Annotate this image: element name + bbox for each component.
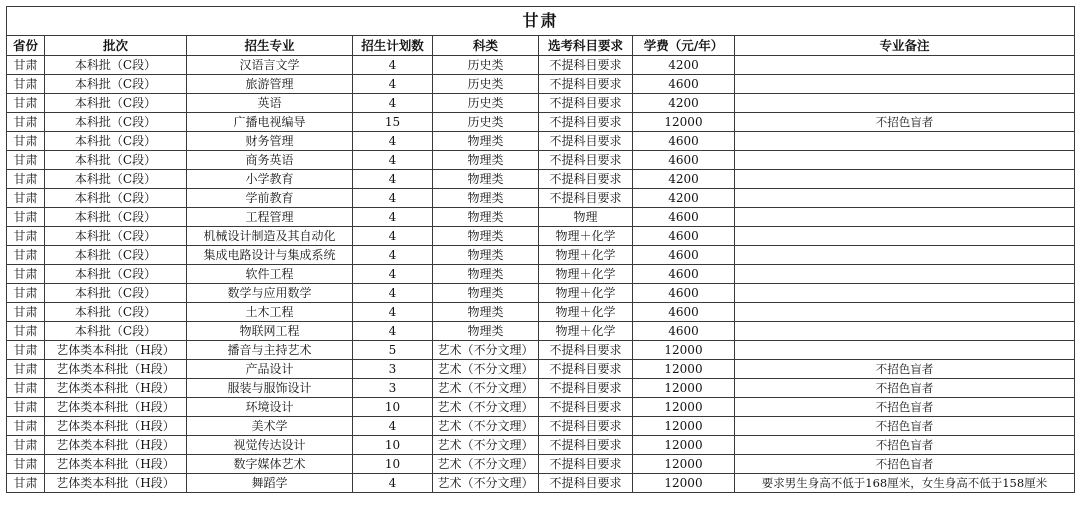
cell-tuition: 12000 <box>633 455 735 474</box>
cell-plan-count: 4 <box>353 227 433 246</box>
cell-batch: 艺体类本科批（H段） <box>45 474 187 493</box>
cell-subject-req: 不提科目要求 <box>539 398 633 417</box>
cell-major: 视觉传达设计 <box>187 436 353 455</box>
cell-category: 物理类 <box>433 265 539 284</box>
cell-subject-req: 不提科目要求 <box>539 132 633 151</box>
cell-notes <box>735 56 1075 75</box>
cell-province: 甘肃 <box>7 398 45 417</box>
cell-plan-count: 4 <box>353 189 433 208</box>
cell-plan-count: 3 <box>353 379 433 398</box>
cell-batch: 本科批（C段） <box>45 208 187 227</box>
cell-category: 物理类 <box>433 303 539 322</box>
admission-table <box>6 6 1075 493</box>
cell-major: 学前教育 <box>187 189 353 208</box>
table-row <box>7 170 1075 189</box>
table-row <box>7 398 1075 417</box>
title-row <box>7 7 1075 36</box>
cell-category: 历史类 <box>433 94 539 113</box>
table-row <box>7 474 1075 493</box>
header-batch: 批次 <box>45 36 187 56</box>
table-row <box>7 151 1075 170</box>
header-subject-req: 选考科目要求 <box>539 36 633 56</box>
cell-province: 甘肃 <box>7 455 45 474</box>
cell-subject-req: 物理＋化学 <box>539 322 633 341</box>
cell-category: 艺术（不分文理） <box>433 417 539 436</box>
cell-tuition: 4200 <box>633 56 735 75</box>
cell-category: 艺术（不分文理） <box>433 341 539 360</box>
header-notes: 专业备注 <box>735 36 1075 56</box>
table-body <box>7 7 1075 493</box>
cell-tuition: 4200 <box>633 170 735 189</box>
table-row <box>7 436 1075 455</box>
cell-tuition: 12000 <box>633 113 735 132</box>
cell-batch: 艺体类本科批（H段） <box>45 398 187 417</box>
cell-subject-req: 不提科目要求 <box>539 189 633 208</box>
cell-plan-count: 4 <box>353 208 433 227</box>
table-row <box>7 303 1075 322</box>
cell-batch: 本科批（C段） <box>45 284 187 303</box>
cell-plan-count: 4 <box>353 75 433 94</box>
cell-plan-count: 3 <box>353 360 433 379</box>
cell-tuition: 12000 <box>633 436 735 455</box>
cell-province: 甘肃 <box>7 170 45 189</box>
cell-tuition: 12000 <box>633 417 735 436</box>
table-row <box>7 227 1075 246</box>
cell-tuition: 12000 <box>633 398 735 417</box>
cell-plan-count: 10 <box>353 436 433 455</box>
cell-tuition: 4600 <box>633 132 735 151</box>
cell-category: 物理类 <box>433 284 539 303</box>
cell-plan-count: 4 <box>353 56 433 75</box>
cell-notes: 不招色盲者 <box>735 113 1075 132</box>
cell-tuition: 12000 <box>633 360 735 379</box>
cell-province: 甘肃 <box>7 75 45 94</box>
cell-batch: 艺体类本科批（H段） <box>45 436 187 455</box>
cell-plan-count: 4 <box>353 94 433 113</box>
cell-plan-count: 10 <box>353 455 433 474</box>
cell-major: 英语 <box>187 94 353 113</box>
cell-major: 广播电视编导 <box>187 113 353 132</box>
table-row <box>7 75 1075 94</box>
cell-category: 物理类 <box>433 322 539 341</box>
cell-batch: 本科批（C段） <box>45 246 187 265</box>
cell-province: 甘肃 <box>7 303 45 322</box>
cell-notes <box>735 227 1075 246</box>
table-row <box>7 341 1075 360</box>
cell-batch: 本科批（C段） <box>45 56 187 75</box>
cell-notes <box>735 341 1075 360</box>
cell-subject-req: 不提科目要求 <box>539 75 633 94</box>
table-row <box>7 189 1075 208</box>
cell-subject-req: 物理＋化学 <box>539 265 633 284</box>
cell-notes: 不招色盲者 <box>735 379 1075 398</box>
cell-province: 甘肃 <box>7 417 45 436</box>
cell-notes <box>735 151 1075 170</box>
cell-major: 机械设计制造及其自动化 <box>187 227 353 246</box>
cell-plan-count: 4 <box>353 246 433 265</box>
header-tuition: 学费（元/年） <box>633 36 735 56</box>
cell-category: 物理类 <box>433 189 539 208</box>
cell-major: 物联网工程 <box>187 322 353 341</box>
cell-notes: 不招色盲者 <box>735 360 1075 379</box>
cell-major: 美术学 <box>187 417 353 436</box>
table-row <box>7 284 1075 303</box>
cell-category: 物理类 <box>433 227 539 246</box>
cell-major: 工程管理 <box>187 208 353 227</box>
cell-subject-req: 不提科目要求 <box>539 56 633 75</box>
cell-batch: 本科批（C段） <box>45 170 187 189</box>
cell-notes <box>735 75 1075 94</box>
cell-major: 汉语言文学 <box>187 56 353 75</box>
table-row <box>7 322 1075 341</box>
cell-batch: 本科批（C段） <box>45 75 187 94</box>
header-major: 招生专业 <box>187 36 353 56</box>
table-row <box>7 455 1075 474</box>
table-row <box>7 246 1075 265</box>
table-row <box>7 132 1075 151</box>
cell-major: 土木工程 <box>187 303 353 322</box>
cell-notes <box>735 265 1075 284</box>
cell-notes: 不招色盲者 <box>735 398 1075 417</box>
cell-notes <box>735 132 1075 151</box>
cell-category: 艺术（不分文理） <box>433 379 539 398</box>
cell-notes <box>735 303 1075 322</box>
cell-province: 甘肃 <box>7 246 45 265</box>
cell-batch: 艺体类本科批（H段） <box>45 379 187 398</box>
cell-plan-count: 10 <box>353 398 433 417</box>
cell-category: 物理类 <box>433 132 539 151</box>
cell-notes: 不招色盲者 <box>735 436 1075 455</box>
cell-major: 服装与服饰设计 <box>187 379 353 398</box>
header-province: 省份 <box>7 36 45 56</box>
cell-notes: 要求男生身高不低于168厘米，女生身高不低于158厘米 <box>735 474 1075 493</box>
cell-notes: 不招色盲者 <box>735 417 1075 436</box>
table-row <box>7 94 1075 113</box>
cell-category: 艺术（不分文理） <box>433 360 539 379</box>
cell-tuition: 4600 <box>633 227 735 246</box>
cell-batch: 艺体类本科批（H段） <box>45 417 187 436</box>
table-row <box>7 208 1075 227</box>
cell-tuition: 4600 <box>633 75 735 94</box>
cell-major: 播音与主持艺术 <box>187 341 353 360</box>
cell-subject-req: 物理 <box>539 208 633 227</box>
cell-batch: 艺体类本科批（H段） <box>45 341 187 360</box>
table-row <box>7 56 1075 75</box>
cell-tuition: 4200 <box>633 189 735 208</box>
cell-major: 旅游管理 <box>187 75 353 94</box>
cell-tuition: 4600 <box>633 284 735 303</box>
cell-subject-req: 物理＋化学 <box>539 246 633 265</box>
cell-notes <box>735 322 1075 341</box>
cell-notes: 不招色盲者 <box>735 455 1075 474</box>
cell-batch: 本科批（C段） <box>45 94 187 113</box>
cell-notes <box>735 189 1075 208</box>
cell-tuition: 4600 <box>633 303 735 322</box>
cell-plan-count: 4 <box>353 322 433 341</box>
cell-province: 甘肃 <box>7 379 45 398</box>
cell-major: 数学与应用数学 <box>187 284 353 303</box>
cell-plan-count: 15 <box>353 113 433 132</box>
cell-tuition: 4600 <box>633 322 735 341</box>
cell-subject-req: 不提科目要求 <box>539 94 633 113</box>
header-category: 科类 <box>433 36 539 56</box>
cell-tuition: 4600 <box>633 151 735 170</box>
cell-notes <box>735 170 1075 189</box>
cell-subject-req: 物理＋化学 <box>539 284 633 303</box>
cell-plan-count: 4 <box>353 132 433 151</box>
cell-province: 甘肃 <box>7 360 45 379</box>
cell-subject-req: 不提科目要求 <box>539 341 633 360</box>
cell-tuition: 4600 <box>633 246 735 265</box>
cell-notes <box>735 246 1075 265</box>
cell-subject-req: 不提科目要求 <box>539 170 633 189</box>
table-row <box>7 360 1075 379</box>
cell-major: 舞蹈学 <box>187 474 353 493</box>
table-row <box>7 113 1075 132</box>
cell-major: 软件工程 <box>187 265 353 284</box>
table-title: 甘肃 <box>7 7 1075 36</box>
table-row <box>7 379 1075 398</box>
cell-batch: 艺体类本科批（H段） <box>45 455 187 474</box>
cell-subject-req: 不提科目要求 <box>539 436 633 455</box>
cell-notes <box>735 208 1075 227</box>
cell-category: 物理类 <box>433 246 539 265</box>
cell-major: 小学教育 <box>187 170 353 189</box>
cell-tuition: 4200 <box>633 94 735 113</box>
cell-plan-count: 4 <box>353 265 433 284</box>
cell-subject-req: 物理＋化学 <box>539 227 633 246</box>
cell-category: 历史类 <box>433 56 539 75</box>
cell-category: 艺术（不分文理） <box>433 436 539 455</box>
cell-tuition: 4600 <box>633 208 735 227</box>
cell-subject-req: 物理＋化学 <box>539 303 633 322</box>
cell-province: 甘肃 <box>7 132 45 151</box>
cell-category: 物理类 <box>433 208 539 227</box>
cell-province: 甘肃 <box>7 341 45 360</box>
cell-batch: 本科批（C段） <box>45 303 187 322</box>
cell-province: 甘肃 <box>7 151 45 170</box>
cell-category: 艺术（不分文理） <box>433 455 539 474</box>
cell-province: 甘肃 <box>7 56 45 75</box>
cell-province: 甘肃 <box>7 227 45 246</box>
cell-tuition: 12000 <box>633 341 735 360</box>
cell-subject-req: 不提科目要求 <box>539 417 633 436</box>
cell-category: 物理类 <box>433 170 539 189</box>
cell-province: 甘肃 <box>7 94 45 113</box>
cell-plan-count: 4 <box>353 170 433 189</box>
cell-subject-req: 不提科目要求 <box>539 151 633 170</box>
cell-plan-count: 5 <box>353 341 433 360</box>
cell-batch: 本科批（C段） <box>45 113 187 132</box>
cell-province: 甘肃 <box>7 265 45 284</box>
cell-province: 甘肃 <box>7 436 45 455</box>
cell-major: 数字媒体艺术 <box>187 455 353 474</box>
cell-category: 艺术（不分文理） <box>433 398 539 417</box>
cell-batch: 本科批（C段） <box>45 151 187 170</box>
cell-category: 历史类 <box>433 113 539 132</box>
cell-major: 集成电路设计与集成系统 <box>187 246 353 265</box>
cell-batch: 本科批（C段） <box>45 322 187 341</box>
table-row <box>7 417 1075 436</box>
cell-province: 甘肃 <box>7 474 45 493</box>
cell-province: 甘肃 <box>7 284 45 303</box>
table-row <box>7 265 1075 284</box>
cell-subject-req: 不提科目要求 <box>539 113 633 132</box>
cell-category: 历史类 <box>433 75 539 94</box>
cell-province: 甘肃 <box>7 322 45 341</box>
cell-province: 甘肃 <box>7 189 45 208</box>
cell-major: 环境设计 <box>187 398 353 417</box>
cell-batch: 本科批（C段） <box>45 227 187 246</box>
cell-plan-count: 4 <box>353 474 433 493</box>
cell-category: 物理类 <box>433 151 539 170</box>
header-row <box>7 36 1075 56</box>
cell-major: 商务英语 <box>187 151 353 170</box>
cell-batch: 艺体类本科批（H段） <box>45 360 187 379</box>
cell-tuition: 12000 <box>633 379 735 398</box>
cell-tuition: 12000 <box>633 474 735 493</box>
cell-batch: 本科批（C段） <box>45 189 187 208</box>
cell-plan-count: 4 <box>353 417 433 436</box>
cell-subject-req: 不提科目要求 <box>539 360 633 379</box>
header-plan-count: 招生计划数 <box>353 36 433 56</box>
cell-subject-req: 不提科目要求 <box>539 379 633 398</box>
cell-subject-req: 不提科目要求 <box>539 455 633 474</box>
cell-major: 产品设计 <box>187 360 353 379</box>
cell-batch: 本科批（C段） <box>45 265 187 284</box>
cell-subject-req: 不提科目要求 <box>539 474 633 493</box>
cell-batch: 本科批（C段） <box>45 132 187 151</box>
cell-plan-count: 4 <box>353 303 433 322</box>
cell-notes <box>735 284 1075 303</box>
cell-major: 财务管理 <box>187 132 353 151</box>
cell-plan-count: 4 <box>353 284 433 303</box>
cell-tuition: 4600 <box>633 265 735 284</box>
cell-province: 甘肃 <box>7 208 45 227</box>
cell-category: 艺术（不分文理） <box>433 474 539 493</box>
cell-notes <box>735 94 1075 113</box>
cell-plan-count: 4 <box>353 151 433 170</box>
cell-province: 甘肃 <box>7 113 45 132</box>
